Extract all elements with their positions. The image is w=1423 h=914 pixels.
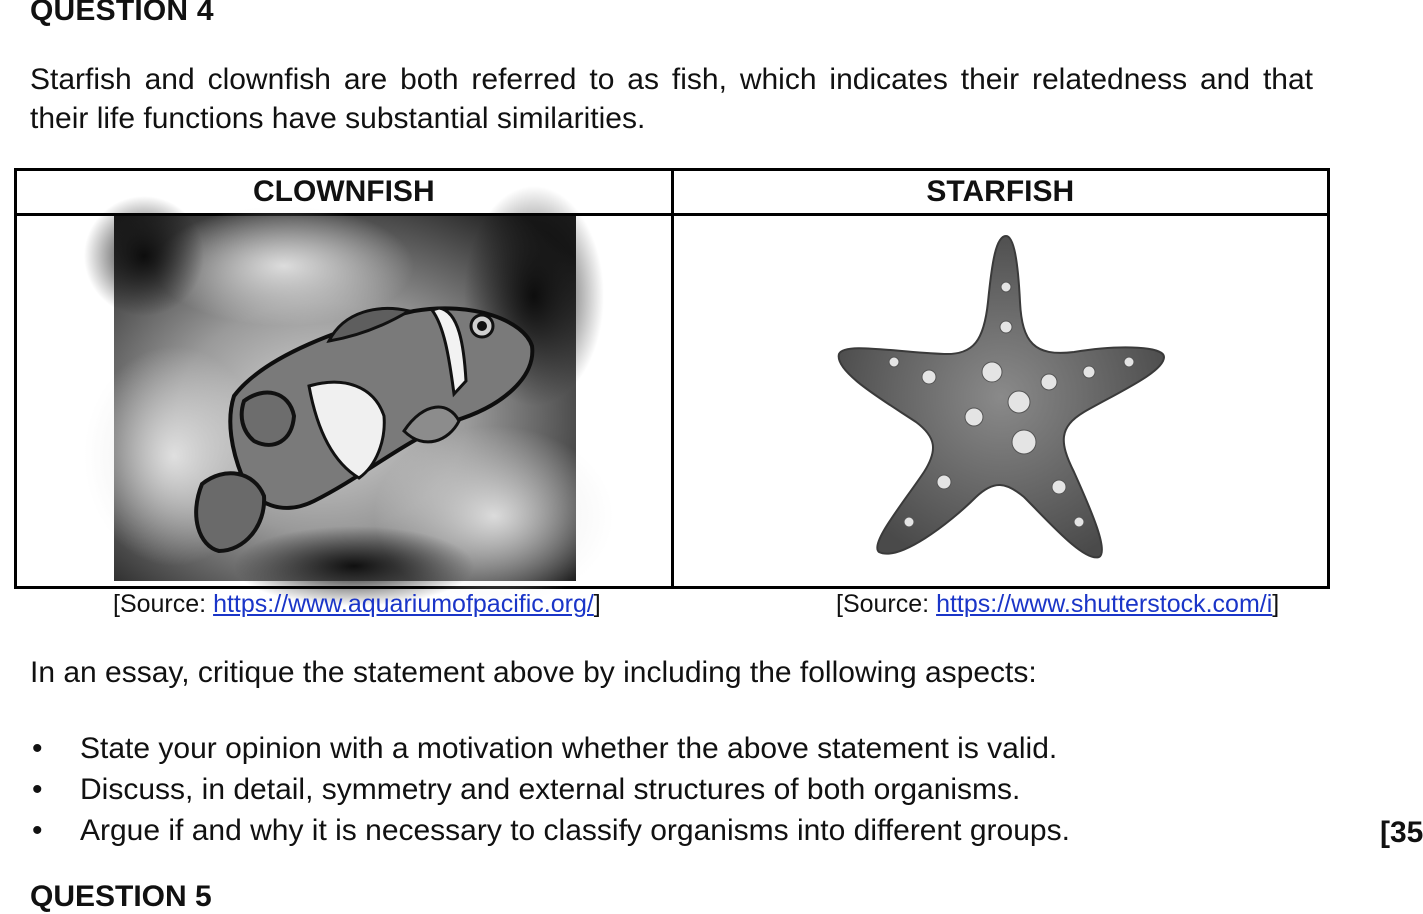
list-item [30,769,1070,810]
starfish-photo [834,232,1170,564]
question-intro: Starfish and clownfish are both referred to as fish, which indicates their relatedness and that their life functions have substantial similarities. [30,63,1313,135]
source-suffix: ] [1272,590,1280,618]
list-item-text: Argue if and why it is necessary to classify organisms into different groups. [80,814,1070,847]
list-item-text: Discuss, in detail, symmetry and external structures of both organisms. [80,773,1021,806]
source-prefix: [Source: [113,590,214,618]
next-question-heading: QUESTION 5 [30,880,212,913]
question-heading: QUESTION 4 [30,0,214,27]
clownfish-cell [16,215,673,588]
clownfish-source-link[interactable]: https://www.aquariumofpacific.org/ [213,590,594,618]
list-item-text: State your opinion with a motivation whether the above statement is valid. [80,732,1058,765]
source-suffix: ] [593,590,601,618]
starfish-cell [672,215,1328,588]
starfish-header: STARFISH [672,170,1328,215]
aspect-list [30,728,1070,851]
list-item [30,728,1070,769]
clownfish-source [113,590,601,619]
bullet-icon: • [32,814,43,847]
marks-total: [35 [1380,816,1423,849]
starfish-source-link[interactable]: https://www.shutterstock.com/i [936,590,1273,618]
bullet-icon: • [32,773,43,806]
clownfish-photo [114,216,576,581]
clownfish-header: CLOWNFISH [16,170,673,215]
starfish-source [836,590,1279,619]
figure-table [14,168,1330,589]
essay-prompt: In an essay, critique the statement above by including the following aspects: [30,656,1037,689]
bullet-icon: • [32,732,43,765]
list-item [30,810,1070,851]
source-prefix: [Source: [836,590,937,618]
